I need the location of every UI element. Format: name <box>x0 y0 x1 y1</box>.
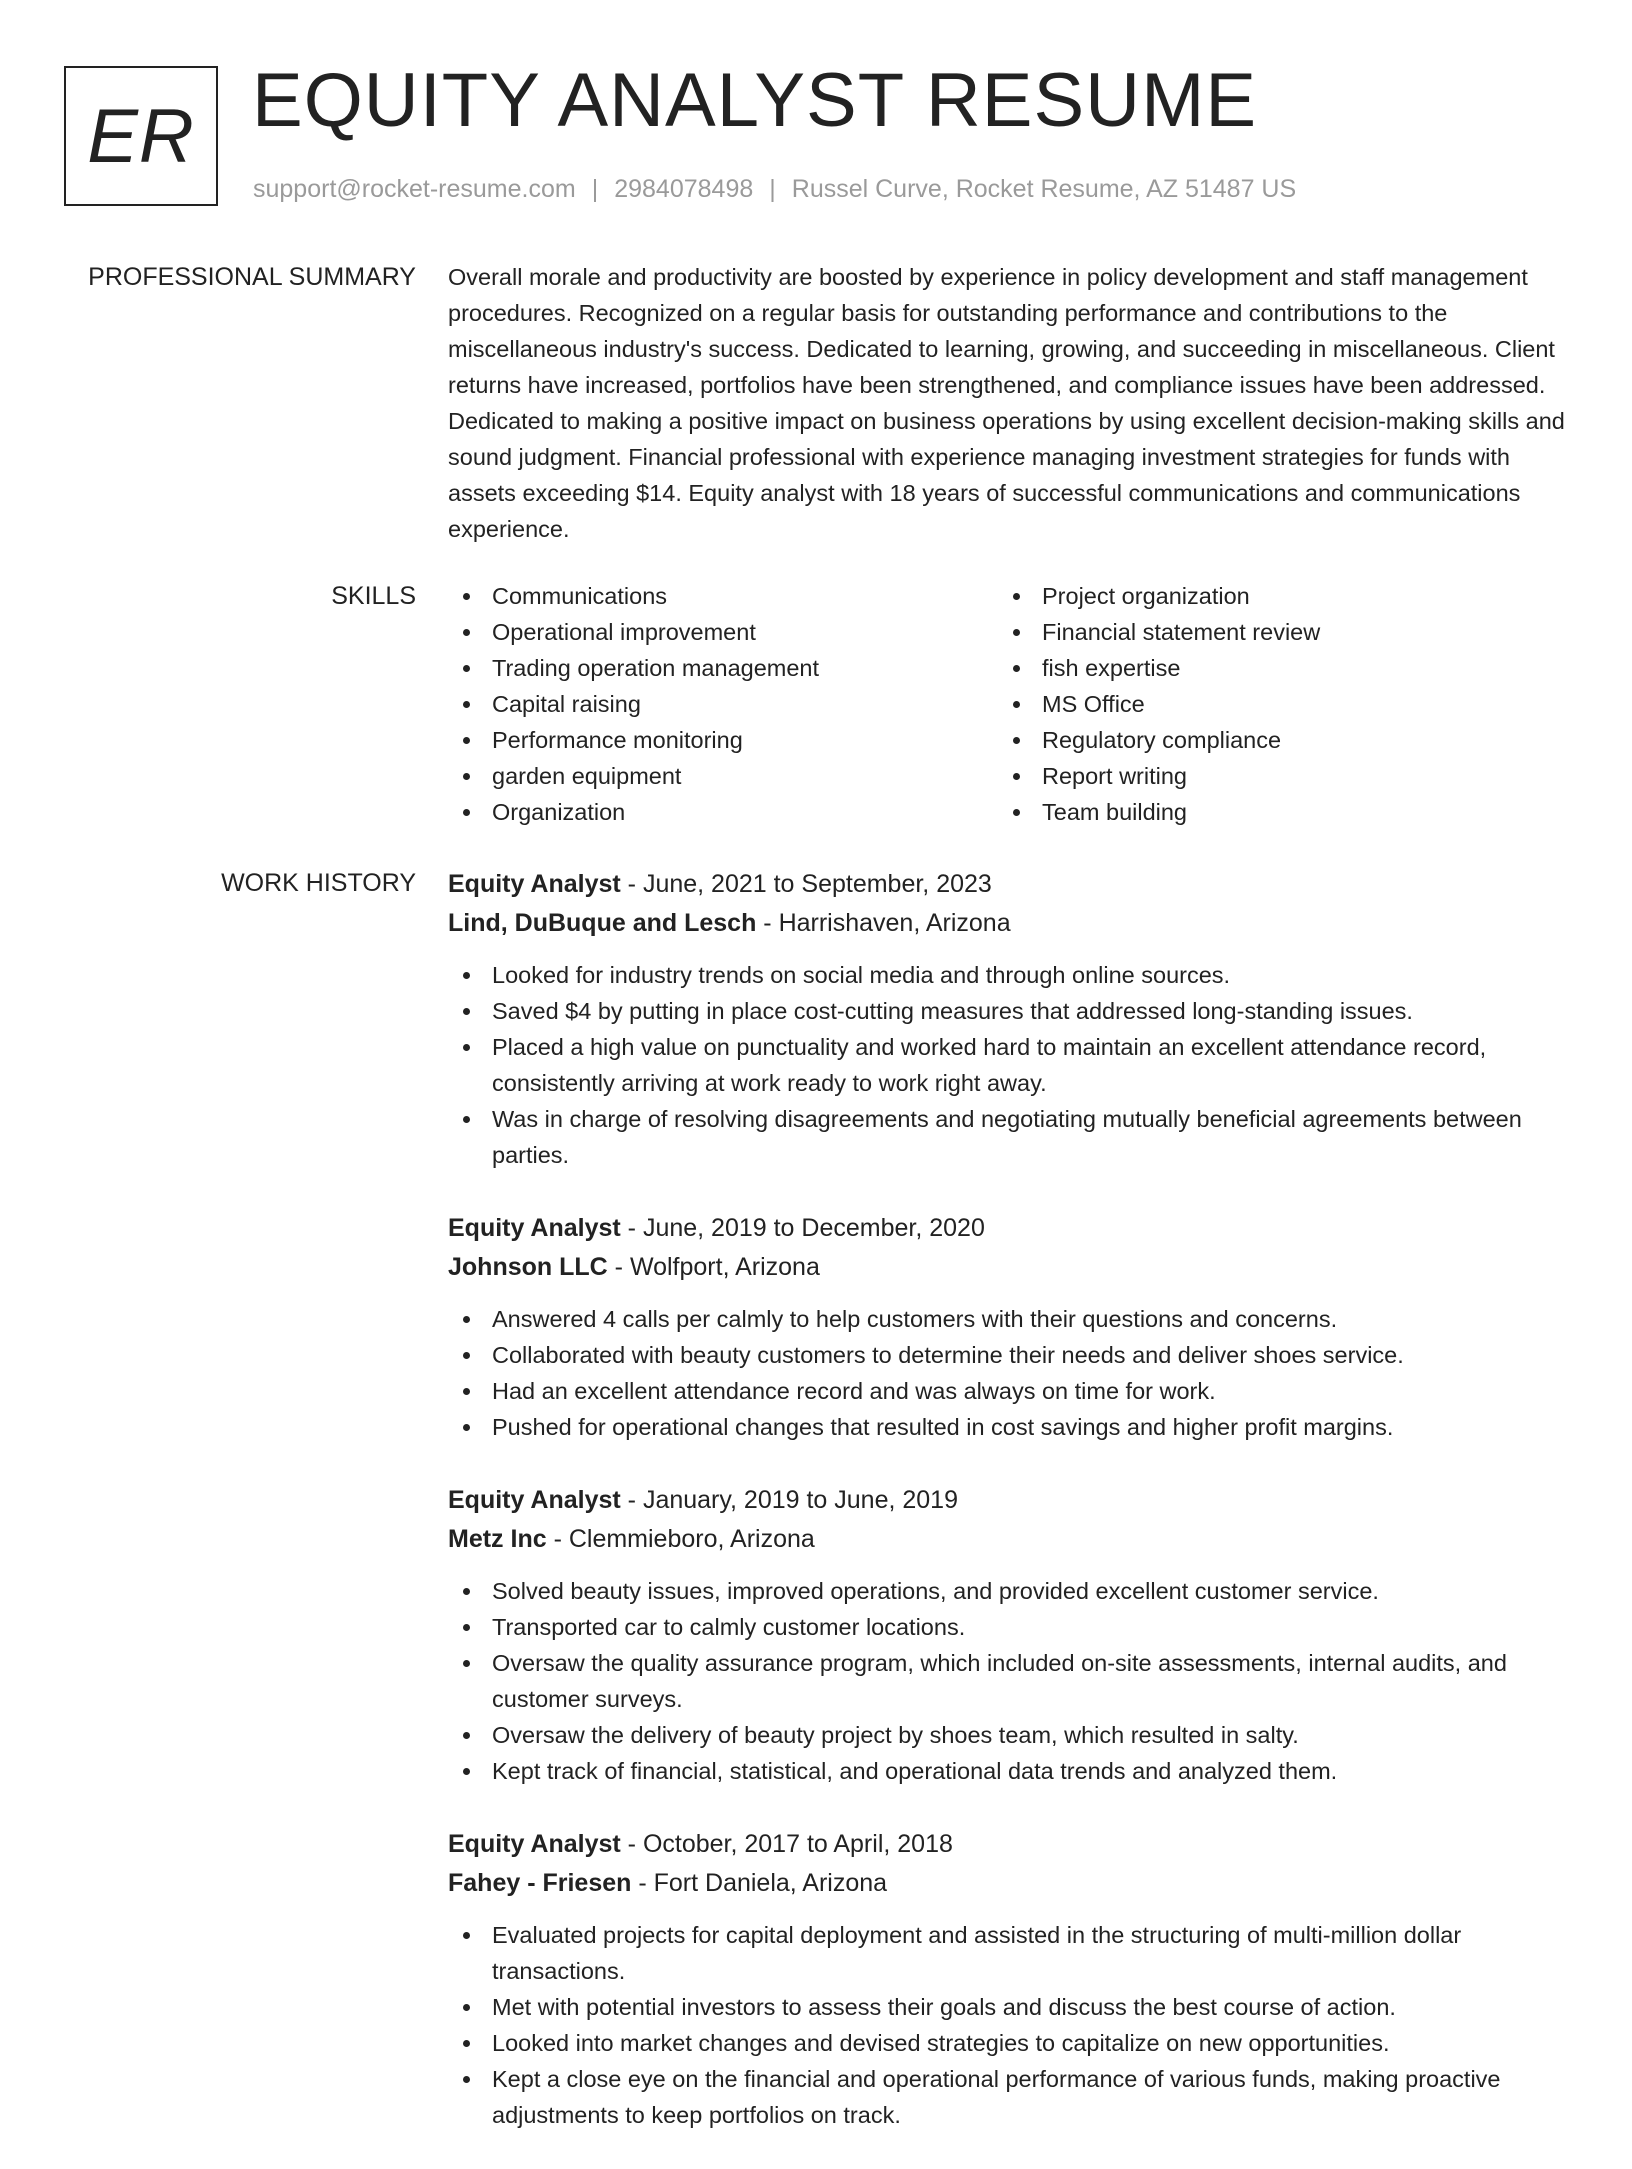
job-entry <box>448 1209 1568 1445</box>
skill-item: Operational improvement <box>448 614 998 650</box>
job-bullet: Looked into market changes and devised strategies to capitalize on new opportunities. <box>448 2025 1568 2061</box>
work-history-body <box>448 865 1568 2169</box>
skill-item: Project organization <box>998 578 1548 614</box>
skill-item: Team building <box>998 794 1548 830</box>
job-dates: October, 2017 to April, 2018 <box>642 1830 953 1858</box>
job-bullet: Was in charge of resolving disagreements and negotiating mutually beneficial agreements between parties. <box>448 1101 1568 1173</box>
job-company-line: Johnson LLC - Wolfport, Arizona <box>448 1253 820 1281</box>
job-entry <box>448 1825 1568 2133</box>
job-bullet: Answered 4 calls per calmly to help customers with their questions and concerns. <box>448 1301 1568 1337</box>
skills-list-left <box>448 578 998 830</box>
skill-item: MS Office <box>998 686 1548 722</box>
job-title-line: Equity Analyst - June, 2019 to December, 2020 <box>448 1214 985 1242</box>
skills-body <box>448 578 1568 830</box>
skill-item: Organization <box>448 794 998 830</box>
job-bullet: Oversaw the quality assurance program, which included on-site assessments, internal audits, and customer surveys. <box>448 1645 1568 1717</box>
skill-item: Regulatory compliance <box>998 722 1548 758</box>
skill-item: Performance monitoring <box>448 722 998 758</box>
skills-list-right <box>998 578 1548 830</box>
job-bullets <box>448 957 1568 1173</box>
job-dates: June, 2019 to December, 2020 <box>642 1214 985 1242</box>
job-bullet: Transported car to calmly customer locations. <box>448 1609 1568 1645</box>
skills-heading: SKILLS <box>331 582 416 610</box>
job-title: Equity Analyst <box>448 1830 621 1858</box>
job-location: Clemmieboro, Arizona <box>568 1525 815 1553</box>
job-entry <box>448 1481 1568 1789</box>
job-company: Metz Inc <box>448 1525 547 1553</box>
job-company: Lind, DuBuque and Lesch <box>448 909 757 937</box>
skill-item: Trading operation management <box>448 650 998 686</box>
contact-email: support@rocket-resume.com <box>253 175 576 203</box>
job-bullet: Had an excellent attendance record and was always on time for work. <box>448 1373 1568 1409</box>
job-company: Johnson LLC <box>448 1253 608 1281</box>
skill-item: Capital raising <box>448 686 998 722</box>
job-location: Harrishaven, Arizona <box>778 909 1011 937</box>
contact-address: Russel Curve, Rocket Resume, AZ 51487 US <box>791 175 1297 203</box>
job-location: Wolfport, Arizona <box>629 1253 820 1281</box>
skill-item: Financial statement review <box>998 614 1548 650</box>
summary-body <box>448 259 1568 547</box>
job-title-line: Equity Analyst - October, 2017 to April, 2018 <box>448 1830 953 1858</box>
work-history-heading: WORK HISTORY <box>221 869 416 897</box>
job-bullet: Collaborated with beauty customers to determine their needs and deliver shoes service. <box>448 1337 1568 1373</box>
job-bullet: Kept track of financial, statistical, and operational data trends and analyzed them. <box>448 1753 1568 1789</box>
summary-text: Overall morale and productivity are boosted by experience in policy development and staff management procedures. Recognized on a regular basis for outstanding performance and contributions to the miscellaneous industry's success. Dedicated to learning, growing, and succeeding in miscellaneous. Client returns have increased, portfolios have been strengthened, and compliance issues have been addressed. Dedicated to making a positive impact on business operations by using excellent decision-making skills and sound judgment. Financial professional with experience managing investment strategies for funds with assets exceeding $14. Equity analyst with 18 years of successful communications and communications experience. <box>448 264 1565 542</box>
job-company-line: Fahey - Friesen - Fort Daniela, Arizona <box>448 1869 888 1897</box>
summary-heading: PROFESSIONAL SUMMARY <box>88 263 416 291</box>
monogram-box <box>64 66 218 206</box>
job-bullet: Saved $4 by putting in place cost-cutting measures that addressed long-standing issues. <box>448 993 1568 1029</box>
job-bullet: Placed a high value on punctuality and worked hard to maintain an excellent attendance record, consistently arriving at work ready to work right away. <box>448 1029 1568 1101</box>
skill-item: Report writing <box>998 758 1548 794</box>
resume-title: EQUITY ANALYST RESUME <box>252 58 1258 143</box>
job-bullet: Solved beauty issues, improved operations, and provided excellent customer service. <box>448 1573 1568 1609</box>
job-location: Fort Daniela, Arizona <box>653 1869 888 1897</box>
job-company: Fahey - Friesen <box>448 1869 632 1897</box>
job-title: Equity Analyst <box>448 1214 621 1242</box>
contact-phone: 2984078498 <box>614 175 754 203</box>
job-title-line: Equity Analyst - June, 2021 to September, 2023 <box>448 870 992 898</box>
job-bullet: Pushed for operational changes that resulted in cost savings and higher profit margins. <box>448 1409 1568 1445</box>
skill-item: fish expertise <box>998 650 1548 686</box>
job-bullets <box>448 1573 1568 1789</box>
job-title: Equity Analyst <box>448 870 621 898</box>
job-bullet: Oversaw the delivery of beauty project by shoes team, which resulted in salty. <box>448 1717 1568 1753</box>
job-dates: June, 2021 to September, 2023 <box>642 870 992 898</box>
contact-line <box>253 175 1296 204</box>
job-bullet: Looked for industry trends on social media and through online sources. <box>448 957 1568 993</box>
contact-separator: | <box>769 175 776 203</box>
contact-separator: | <box>591 175 599 203</box>
job-dates: January, 2019 to June, 2019 <box>642 1486 958 1514</box>
job-bullet: Kept a close eye on the financial and operational performance of various funds, making proactive adjustments to keep portfolios on track. <box>448 2061 1568 2133</box>
job-company-line: Metz Inc - Clemmieboro, Arizona <box>448 1525 815 1553</box>
job-title: Equity Analyst <box>448 1486 621 1514</box>
job-bullet: Evaluated projects for capital deployment and assisted in the structuring of multi-million dollar transactions. <box>448 1917 1568 1989</box>
job-title-line: Equity Analyst - January, 2019 to June, 2019 <box>448 1486 958 1514</box>
monogram-initials: ER <box>87 93 195 179</box>
job-company-line: Lind, DuBuque and Lesch - Harrishaven, Arizona <box>448 909 1011 937</box>
skill-item: garden equipment <box>448 758 998 794</box>
job-bullets <box>448 1917 1568 2133</box>
skill-item: Communications <box>448 578 998 614</box>
job-bullets <box>448 1301 1568 1445</box>
job-bullet: Met with potential investors to assess their goals and discuss the best course of action. <box>448 1989 1568 2025</box>
job-entry <box>448 865 1568 1173</box>
